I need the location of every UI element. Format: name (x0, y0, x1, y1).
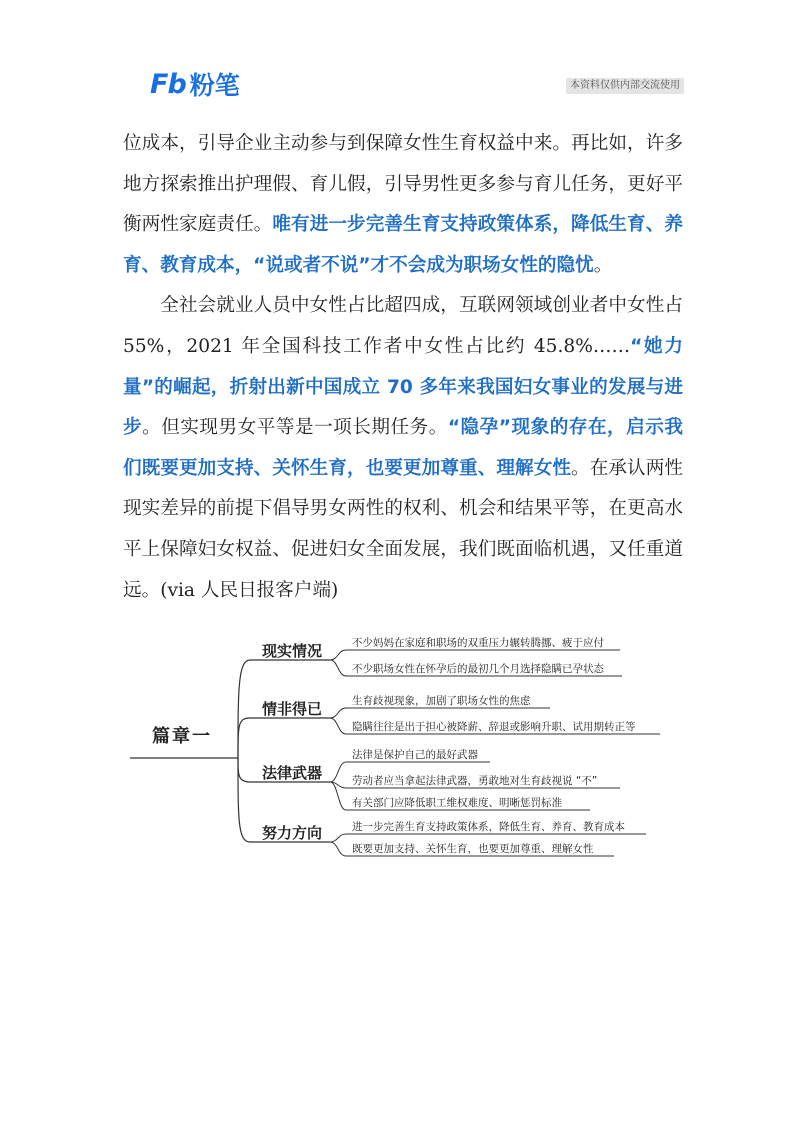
p2-text-2: 。但实现男女平等是一项长期任务。 (142, 417, 448, 439)
p2-text-1: 全社会就业人员中女性占比超四成，互联网领域创业者中女性占55%，2021 年全国科技工作者中女性占比约 45.8%…… (123, 295, 683, 357)
internal-use-notice: 本资料仅供内部交流使用 (566, 78, 684, 94)
p1-text-1: 位成本，引导企业主动参与到保障女性生育权益中来。再比如，许多地方探索推出护理假、育儿假，引导男性更多参与育儿任务，更好平衡两性家庭责任。 (123, 133, 683, 236)
paragraph-1 (123, 124, 683, 286)
leaf-3-3: 有关部门应降低职工维权难度、明晰惩罚标准 (352, 797, 562, 809)
leaf-1-1: 不少妈妈在家庭和职场的双重压力辗转腾挪、疲于应付 (352, 637, 604, 649)
branch-label-3: 法律武器 (262, 764, 323, 782)
connector-leaf-2-1 (330, 708, 550, 718)
leaf-3-2: 劳动者应当拿起法律武器，勇敢地对生育歧视说 “不” (352, 775, 598, 787)
paragraph-2 (123, 286, 683, 611)
p2-text-3: 。在承认两性现实差异的前提下倡导男女两性的权利、机会和结果平等，在更高水平上保障妇女权益、促进妇女全面发展，我们既面临机遇，又任重道远。(via 人民日报客户端) (123, 457, 683, 601)
branch-label-4: 努力方向 (262, 824, 323, 842)
logo-mark-icon: Fb (150, 68, 186, 100)
leaf-4-1: 进一步完善生育支持政策体系，降低生育、养育、教育成本 (352, 821, 625, 833)
mindmap (130, 630, 670, 860)
mindmap-root: 篇章一 (152, 726, 212, 747)
branch-label-1: 现实情况 (262, 642, 323, 660)
branch-label-2: 情非得已 (262, 700, 323, 718)
fenbi-logo (150, 66, 240, 102)
article-body (123, 124, 683, 611)
page-header (0, 0, 800, 110)
leaf-4-2: 既要更加支持、关怀生育，也要更加尊重、理解女性 (352, 843, 594, 855)
logo-text: 粉笔 (189, 71, 240, 100)
p1-highlight-1: 唯有进一步完善生育支持政策体系，降低生育、养育、教育成本，“说或者不说”才不会成为职场女性的隐忧 (123, 214, 683, 276)
connector-leaf-1-1 (330, 650, 620, 660)
connector-branch-2 (238, 718, 330, 758)
leaf-3-1: 法律是保护自己的最好武器 (352, 749, 478, 761)
p2-highlight-2: “隐孕”现象的存在，启示我们既要更加支持、关怀生育，也要更加尊重、理解女性 (123, 417, 683, 479)
leaf-1-2: 不少职场女性在怀孕后的最初几个月选择隐瞒已孕状态 (352, 663, 604, 675)
p1-text-2: 。 (593, 254, 613, 276)
p2-highlight-1: “她力量”的崛起，折射出新中国成立 70 多年来我国妇女事业的发展与进步 (123, 335, 683, 439)
leaf-2-2: 隐瞒往往是出于担心被降薪、辞退或影响升职、试用期转正等 (352, 721, 636, 733)
leaf-2-1: 生育歧视现象，加剧了职场女性的焦虑 (352, 695, 531, 707)
